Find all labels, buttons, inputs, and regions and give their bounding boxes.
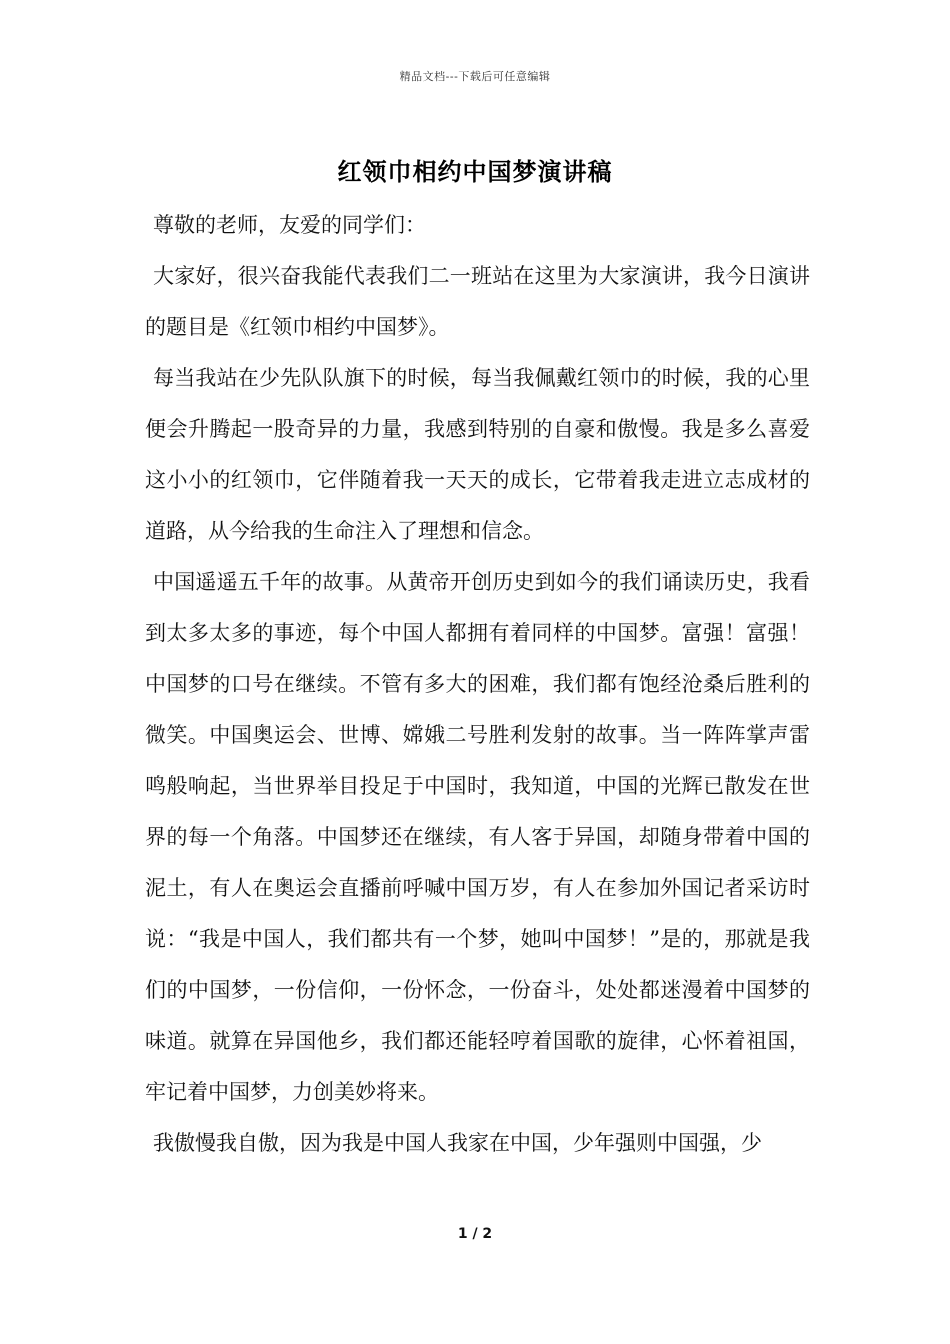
paragraph-red-scarf: 每当我站在少先队队旗下的时候，每当我佩戴红领巾的时候，我的心里便会升腾起一股奇异的力量，我感到特别的自豪和傲慢。我是多么喜爱这小小的红领巾，它伴随着我一天天的成长，它带着我走进立志成材的道路，从今给我的生命注入了理想和信念。 <box>145 366 810 543</box>
page-header: 精品文档---下载后可任意编辑 <box>399 70 551 83</box>
paragraph-pride: 我傲慢我自傲，因为我是中国人我家在中国，少年强则中国强，少 <box>153 1131 762 1155</box>
document-body <box>145 200 810 1169</box>
paragraph-china-dream: 中国遥遥五千年的故事。从黄帝开创历史到如今的我们诵读历史，我看到太多太多的事迹，每个中国人都拥有着同样的中国梦。富强！富强！中国梦的口号在继续。不管有多大的困难，我们都有饱经沧桑后胜利的微笑。中国奥运会、世博、嫦娥二号胜利发射的故事。当一阵阵掌声雷鸣般响起，当世界举目投足于中国时，我知道，中国的光辉已散发在世界的每一个角落。中国梦还在继续，有人客于异国，却随身带着中国的泥土，有人在奥运会直播前呼喊中国万岁，有人在参加外国记者采访时说：“我是中国人，我们都共有一个梦，她叫中国梦！”是的，那就是我们的中国梦，一份信仰，一份怀念，一份奋斗，处处都迷漫着中国梦的味道。就算在异国他乡，我们都还能轻哼着国歌的旋律，心怀着祖国，牢记着中国梦，力创美妙将来。 <box>145 570 810 1104</box>
page-number: 1 / 2 <box>457 1226 493 1242</box>
document-title: 红领巾相约中国梦演讲稿 <box>337 157 613 186</box>
paragraph-salutation: 尊敬的老师，友爱的同学们： <box>153 213 426 237</box>
paragraph-intro: 大家好，很兴奋我能代表我们二一班站在这里为大家演讲，我今日演讲的题目是《红领巾相约中国梦》。 <box>145 264 810 339</box>
